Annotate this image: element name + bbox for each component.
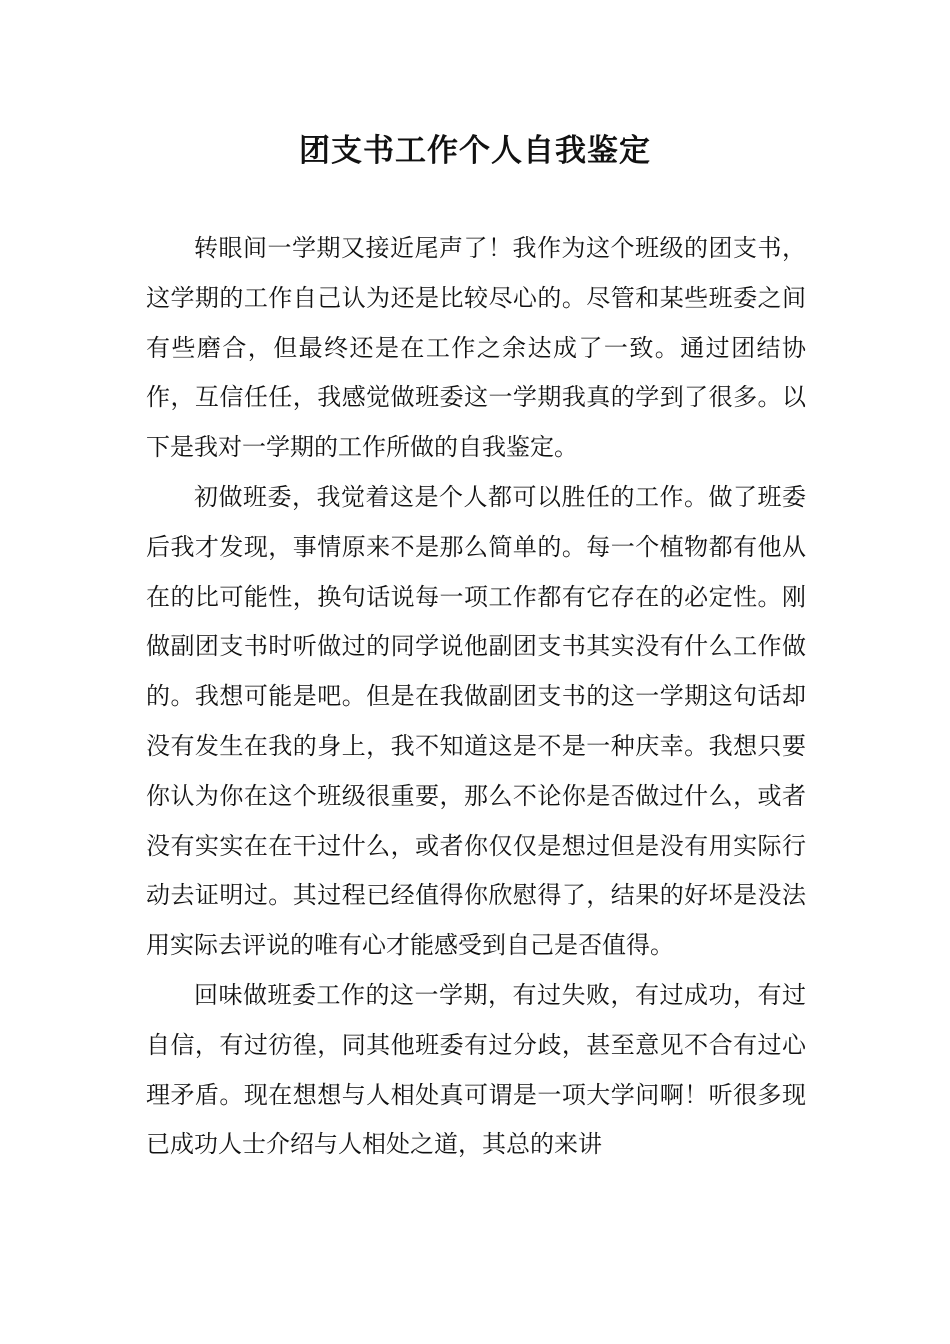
paragraph-3: 回味做班委工作的这一学期，有过失败，有过成功，有过自信，有过彷徨，同其他班委有过分歧，甚至意见不合有过心理矛盾。现在想想与人相处真可谓是一项大学问啊！听很多现已成功人士介绍与人相处之道，其总的来讲 (146, 980, 806, 1159)
paragraph-2: 初做班委，我觉着这是个人都可以胜任的工作。做了班委后我才发现，事情原来不是那么简单的。每一个植物都有他从在的比可能性，换句话说每一项工作都有它存在的必定性。刚做副团支书时听做过的同学说他副团支书其实没有什么工作做的。我想可能是吧。但是在我做副团支书的这一学期这句话却没有发生在我的身上，我不知道这是不是一种庆幸。我想只要你认为你在这个班级很重要，那么不论你是否做过什么，或者没有实实在在干过什么，或者你仅仅是想过但是没有用实际行动去证明过。其过程已经值得你欣慰得了，结果的好坏是没法用实际去评说的唯有心才能感受到自己是否值得。 (146, 482, 806, 960)
document-body (146, 224, 806, 1170)
document-title: 团支书工作个人自我鉴定 (299, 133, 651, 169)
paragraph-1: 转眼间一学期又接近尾声了！我作为这个班级的团支书，这学期的工作自己认为还是比较尽心的。尽管和某些班委之间有些磨合，但最终还是在工作之余达成了一致。通过团结协作，互信任任，我感觉做班委这一学期我真的学到了很多。以下是我对一学期的工作所做的自我鉴定。 (146, 234, 806, 462)
